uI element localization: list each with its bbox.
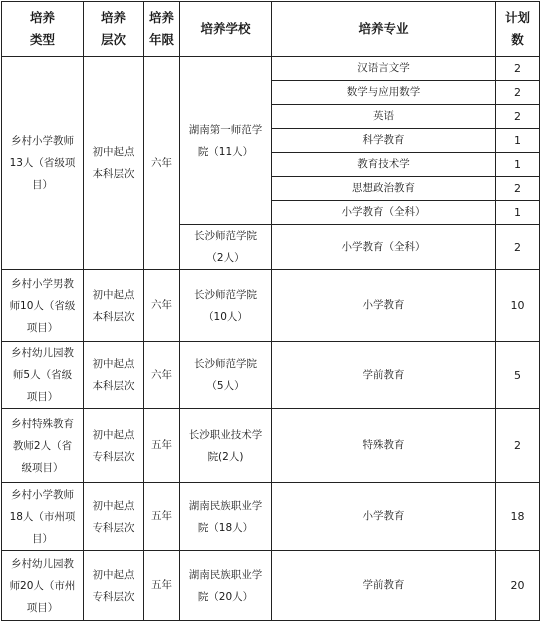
type-cell: 乡村小学教师13人（省级项目） bbox=[2, 57, 84, 270]
enrollment-plan-table bbox=[1, 1, 540, 621]
type-cell: 乡村幼儿园教师5人（省级项目） bbox=[2, 342, 84, 409]
level-cell: 初中起点本科层次 bbox=[84, 342, 144, 409]
header-count-line2: 数 bbox=[511, 32, 524, 47]
header-type bbox=[2, 2, 84, 57]
school-cell: 湖南民族职业学院（20人） bbox=[180, 551, 272, 621]
header-years-line2: 年限 bbox=[148, 32, 174, 47]
major-cell: 科学教育 bbox=[272, 129, 496, 153]
level-cell: 初中起点专科层次 bbox=[84, 483, 144, 551]
header-count-line1: 计划 bbox=[504, 10, 530, 25]
major-cell: 小学教育（全科） bbox=[272, 225, 496, 270]
years-cell: 五年 bbox=[144, 551, 180, 621]
count-cell: 5 bbox=[496, 342, 540, 409]
major-cell: 小学教育（全科） bbox=[272, 201, 496, 225]
major-cell: 汉语言文学 bbox=[272, 57, 496, 81]
header-count bbox=[496, 2, 540, 57]
header-type-line1: 培养 bbox=[29, 10, 55, 25]
header-major: 培养专业 bbox=[272, 2, 496, 57]
school-cell: 湖南民族职业学院（18人） bbox=[180, 483, 272, 551]
count-cell: 20 bbox=[496, 551, 540, 621]
major-cell: 小学教育 bbox=[272, 270, 496, 342]
count-cell: 2 bbox=[496, 177, 540, 201]
table-row bbox=[2, 409, 540, 483]
major-cell: 英语 bbox=[272, 105, 496, 129]
major-cell: 学前教育 bbox=[272, 342, 496, 409]
school-cell: 湖南第一师范学院（11人） bbox=[180, 57, 272, 225]
level-cell: 初中起点专科层次 bbox=[84, 551, 144, 621]
header-school: 培养学校 bbox=[180, 2, 272, 57]
type-cell: 乡村小学教师18人（市州项目） bbox=[2, 483, 84, 551]
header-row bbox=[2, 2, 540, 57]
table-row bbox=[2, 342, 540, 409]
count-cell: 1 bbox=[496, 129, 540, 153]
years-cell: 五年 bbox=[144, 409, 180, 483]
major-cell: 特殊教育 bbox=[272, 409, 496, 483]
type-cell: 乡村幼儿园教师20人（市州项目） bbox=[2, 551, 84, 621]
years-cell: 五年 bbox=[144, 483, 180, 551]
count-cell: 2 bbox=[496, 57, 540, 81]
years-cell: 六年 bbox=[144, 342, 180, 409]
major-cell: 学前教育 bbox=[272, 551, 496, 621]
major-cell: 数学与应用数学 bbox=[272, 81, 496, 105]
level-cell: 初中起点本科层次 bbox=[84, 57, 144, 270]
count-cell: 1 bbox=[496, 201, 540, 225]
count-cell: 1 bbox=[496, 153, 540, 177]
header-level-line1: 培养 bbox=[100, 10, 126, 25]
count-cell: 18 bbox=[496, 483, 540, 551]
count-cell: 2 bbox=[496, 409, 540, 483]
years-cell: 六年 bbox=[144, 270, 180, 342]
table-row bbox=[2, 57, 540, 81]
years-cell: 六年 bbox=[144, 57, 180, 270]
major-cell: 小学教育 bbox=[272, 483, 496, 551]
table-row bbox=[2, 551, 540, 621]
major-cell: 教育技术学 bbox=[272, 153, 496, 177]
header-years-line1: 培养 bbox=[148, 10, 174, 25]
header-type-line2: 类型 bbox=[29, 32, 55, 47]
table-row bbox=[2, 483, 540, 551]
school-cell: 长沙师范学院（5人） bbox=[180, 342, 272, 409]
type-cell: 乡村小学男教师10人（省级项目） bbox=[2, 270, 84, 342]
level-cell: 初中起点本科层次 bbox=[84, 270, 144, 342]
school-cell: 长沙师范学院（10人） bbox=[180, 270, 272, 342]
level-cell: 初中起点专科层次 bbox=[84, 409, 144, 483]
school-cell: 长沙职业技术学院(2人) bbox=[180, 409, 272, 483]
header-level-line2: 层次 bbox=[100, 32, 126, 47]
table-row bbox=[2, 270, 540, 342]
header-level bbox=[84, 2, 144, 57]
count-cell: 2 bbox=[496, 225, 540, 270]
count-cell: 2 bbox=[496, 81, 540, 105]
header-years bbox=[144, 2, 180, 57]
school-cell: 长沙师范学院（2人） bbox=[180, 225, 272, 270]
major-cell: 思想政治教育 bbox=[272, 177, 496, 201]
count-cell: 2 bbox=[496, 105, 540, 129]
count-cell: 10 bbox=[496, 270, 540, 342]
type-cell: 乡村特殊教育教师2人（省级项目） bbox=[2, 409, 84, 483]
